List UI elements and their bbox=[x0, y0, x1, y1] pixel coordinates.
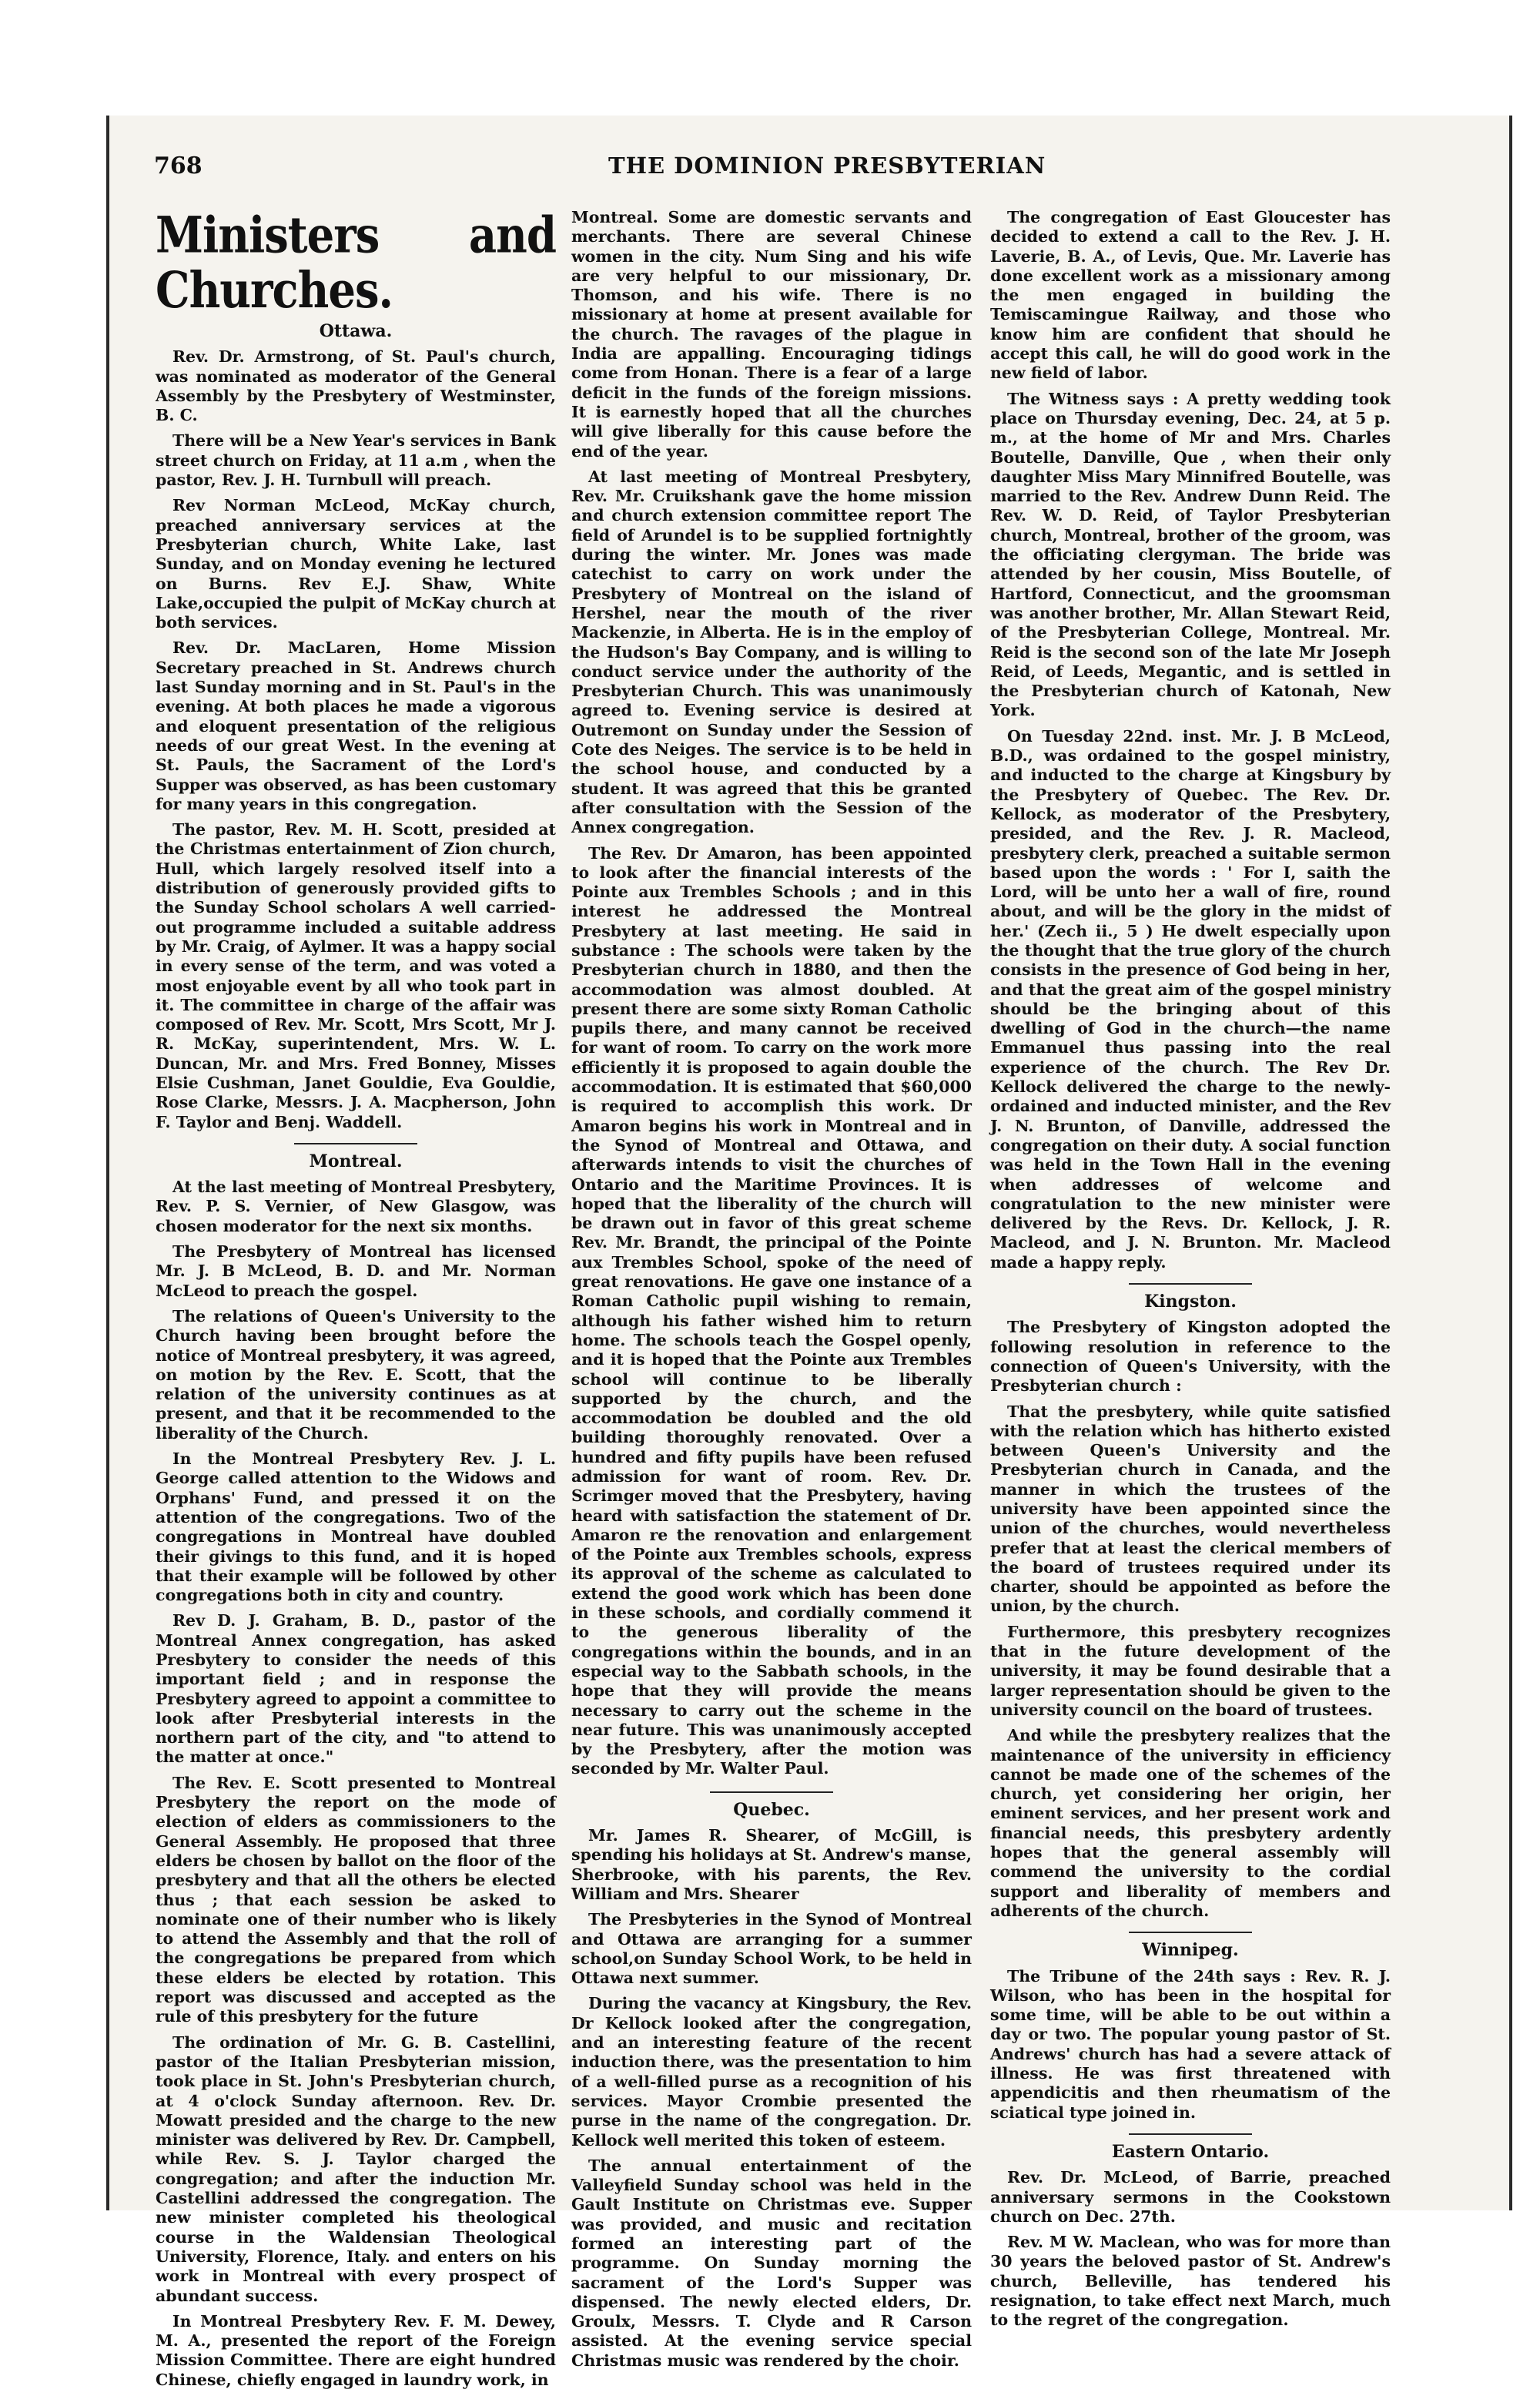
journal-title: THE DOMINION PRESBYTERIAN bbox=[608, 152, 1046, 179]
article-paragraph: Rev. M W. Maclean, who was for more than 30 years the beloved pastor of St. Andrew's church, Belleville, has tendered his resignation, to take effect next March, much to the regret of the congregation. bbox=[990, 2233, 1391, 2330]
article-paragraph: Rev Norman McLeod, McKay church, preached anniversary services at the Presbyterian church, White Lake, last Sunday, and on Monday evening he lectured on Burns. Rev E.J. Shaw, White Lake,occupied the pulpit of McKay church at both services. bbox=[156, 496, 556, 632]
section-heading-ottawa: Ottawa. bbox=[319, 321, 393, 341]
article-paragraph: The Presbytery of Kingston adopted the following resolution in reference to the connection of Queen's University, with the Presbyterian church : bbox=[990, 1318, 1391, 1396]
column-2 bbox=[571, 208, 972, 2377]
page-header bbox=[154, 146, 1386, 200]
section-divider bbox=[294, 1143, 417, 1144]
main-heading: Ministers and Churches. bbox=[156, 206, 556, 320]
article-paragraph: The relations of Queen's University to the Church having been brought before the notice of Montreal presbytery, it was agreed, on motion by the Rev. E. Scott, that the relation of the university continues as at present, and that it be recommended to the liberality of the Church. bbox=[156, 1306, 556, 1443]
article-paragraph: During the vacancy at Kingsbury, the Rev. Dr Kellock looked after the congregation, and an interesting feature of the recent induction there, was the presentation to him of a well-filled purse as a recognition of his services. Mayor Crombie presented the purse in the name of the congregation. Dr. Kellock well merited this token of esteem. bbox=[571, 1994, 972, 2150]
article-paragraph: The Rev. Dr Amaron, has been appointed to look after the financial interests of the Pointe aux Trembles Schools ; and in this interest he addressed the Montreal Presbytery at last meeting. He said in substance : The schools were taken by the Presbyterian church in 1880, and then the accommodation was almost doubled. At present there are some sixty Roman Catholic pupils there, and many cannot be received for want of room. To carry on the work more efficiently it is proposed to again double the accommodation. It is estimated that $60,000 is required to accomplish this work. Dr Amaron begins his work in Montreal and in the Synod of Montreal and Ottawa, and afterwards intends to visit the churches of Ontario and the Maritime Provinces. It is hoped that the liberality of the church will be drawn out in favor of this great scheme Rev. Mr. Brandt, the principal of the Pointe aux Trembles School, spoke of the need of great renovations. He gave one instance of a Roman Catholic pupil wishing to remain, although his father wished him to return home. The schools teach the Gospel openly, and it is hoped that the Pointe aux Trembles school will continue to be liberally supported by the church, and the accommodation be doubled and the old building thoroughly renovated. Over a hundred and fifty pupils have been refused admission for want of room. Rev. Dr. Scrimger moved that the Presbytery, having heard with satisfaction the statement of Dr. Amaron re the renovation and enlargement of the Pointe aux Trembles schools, express its approval of the scheme as calculated to extend the good work which has been done in these schools, and cordially commend it to the generous liberality of the congregations within the bounds, and in an especial way to the Sabbath schools, in the hope that they will provide the means necessary to carry out the scheme in the near future. This was unanimously accepted by the Presbytery, after the motion was seconded by Mr. Walter Paul. bbox=[571, 843, 972, 1778]
article-paragraph: The pastor, Rev. M. H. Scott, presided at the Christmas entertainment of Zion church, Hull, which largely resolved itself into a distribution of generously provided gifts to the Sunday School scholars A well carried-out programme included a suitable address by Mr. Craig, of Aylmer. It was a happy social in every sense of the term, and was voted a most enjoyable event by all who took part in it. The committee in charge of the affair was composed of Rev. Mr. Scott, Mrs Scott, Mr J. R. McKay, superintendent, Mrs. W. L. Duncan, Mr. and Mrs. Fred Bonney, Misses Elsie Cushman, Janet Gouldie, Eva Gouldie, Rose Clarke, Messrs. J. A. Macpherson, John F. Taylor and Benj. Waddell. bbox=[156, 820, 556, 1131]
section-heading-winnipeg: Winnipeg. bbox=[1142, 1940, 1239, 1961]
section-heading-kingston: Kingston. bbox=[1144, 1292, 1237, 1312]
article-paragraph: The Rev. E. Scott presented to Montreal Presbytery the report on the mode of election of elders as commissioners to the General Assembly. He proposed that three elders be chosen by ballot on the floor of the presbytery and that all the others be elected thus ; that each session be asked to nominate one of their number who is likely to attend the Assembly and that the roll of the congregations be prepared from which these elders be elected by rotation. This report was discussed and accepted as the rule of this presbytery for the future bbox=[156, 1773, 556, 2026]
article-paragraph: Rev. Dr. Armstrong, of St. Paul's church, was nominated as moderator of the General Assembly by the Presbytery of Westminster, B. C. bbox=[156, 347, 556, 425]
article-paragraph: The Witness says : A pretty wedding took place on Thursday evening, Dec. 24, at 5 p. m., at the home of Mr and Mrs. Charles Boutelle, Danville, Que , when their only daughter Miss Mary Minnifred Boutelle, was married to the Rev. Andrew Dunn Reid. The Rev. W. D. Reid, of Taylor Presbyterian church, Montreal, brother of the groom, was the officiating clergyman. The bride was attended by her cousin, Miss Boutelle, of Hartford, Connecticut, and the groomsman was another brother, Mr. Allan Stewart Reid, of the Presbyterian College, Montreal. Mr. Reid is the second son of the late Mr Joseph Reid, of Leeds, Megantic, and is settled in the Presbyterian church of Katonah, New York. bbox=[990, 389, 1391, 720]
article-paragraph: Rev. Dr. McLeod, of Barrie, preached anniversary sermons in the Cookstown church on Dec. 27th. bbox=[990, 2168, 1391, 2226]
article-paragraph: In the Montreal Presbytery Rev. J. L. George called attention to the Widows and Orphans' Fund, and pressed it on the attention of the congregations. Two of the congregations in Montreal have doubled their givings to this fund, and it is hoped that their example will be followed by other congregations both in city and country. bbox=[156, 1449, 556, 1605]
article-paragraph: Rev. Dr. MacLaren, Home Mission Secretary preached in St. Andrews church last Sunday morning and in St. Paul's in the evening. At both places he made a vigorous and eloquent presentation of the religious needs of our great West. In the evening at St. Pauls, the Sacrament of the Lord's Supper was observed, as has been customary for many years in this congregation. bbox=[156, 638, 556, 813]
article-paragraph: On Tuesday 22nd. inst. Mr. J. B McLeod, B.D., was ordained to the gospel ministry, and inducted to the charge at Kingsbury by the Presbytery of Quebec. The Rev. Dr. Kellock, as moderator of the Presbytery, presided, and the Rev. J. R. Macleod, presbytery clerk, preached a suitable sermon based upon the words : ' For I, saith the Lord, will be unto her a wall of fire, round about, and will be the glory in the midst of her.' (Zech ii., 5 ) He dwelt especially upon the thought that the true glory of the church consists in the presence of God being in her, and that the great aim of the gospel ministry should be the bringing about of this dwelling of God in the church—the name Emmanuel thus passing into the real experience of the church. The Rev Dr. Kellock delivered the charge to the newly-ordained and inducted minister, and the Rev J. N. Brunton, of Danville, addressed the congregation on their duty. A social function was held in the Town Hall in the evening when addresses of welcome and congratulation to the new minister were delivered by the Revs. Dr. Kellock, J. R. Macleod, and J. N. Brunton. Mr. Macleod made a happy reply. bbox=[990, 726, 1391, 1272]
article-paragraph: The Presbyteries in the Synod of Montreal and Ottawa are arranging for a summer school,on Sunday School Work, to be held in Ottawa next summer. bbox=[571, 1910, 972, 1988]
article-paragraph: The congregation of East Gloucester has decided to extend a call to the Rev. J. H. Laverie, B. A., of Levis, Que. Mr. Laverie has done excellent work as a missionary among the men engaged in building the Temiscamingue Railway, and those who know him are confident that should he accept this call, he will do good work in the new field of labor. bbox=[990, 208, 1391, 383]
article-paragraph: There will be a New Year's services in Bank street church on Friday, at 11 a.m , when the pastor, Rev. J. H. Turnbull will preach. bbox=[156, 431, 556, 490]
section-divider bbox=[1129, 2133, 1252, 2135]
article-paragraph: At the last meeting of Montreal Presbytery, Rev. P. S. Vernier, of New Glasgow, was chosen moderator for the next six months. bbox=[156, 1178, 556, 1235]
section-heading-montreal: Montreal. bbox=[309, 1151, 403, 1171]
page-number: 768 bbox=[154, 152, 203, 179]
article-paragraph: Rev D. J. Graham, B. D., pastor of the Montreal Annex congregation, has asked Presbytery to consider the needs of this important field ; and in response the Presbytery agreed to appoint a committee to look after Presbyterial interests in the northern part of the city, and "to attend to the matter at once." bbox=[156, 1611, 556, 1767]
article-paragraph: The annual entertainment of the Valleyfield Sunday school was held in the Gault Institute on Christmas eve. Supper was provided, and music and recitation formed an interesting part of the programme. On Sunday morning the sacrament of the Lord's Supper was dispensed. The newly elected elders, Dr. Groulx, Messrs. T. Clyde and R Carson assisted. At the evening service special Christmas music was rendered by the choir. bbox=[571, 2156, 972, 2370]
article-paragraph: That the presbytery, while quite satisfied with the relation which has hitherto existed between Queen's University and the Presbyterian church in Canada, and the manner in which the trustees of the university have been appointed since the union of the churches, would nevertheless prefer that at least the clerical members of the board of trustees required under its charter, should be appointed as before the union, by the church. bbox=[990, 1402, 1391, 1616]
column-1 bbox=[156, 208, 556, 2396]
article-paragraph: Furthermore, this presbytery recognizes that in the future development of the university, it may be found desirable that a larger representation should be given to the university council on the board of trustees. bbox=[990, 1622, 1391, 1719]
section-heading-quebec: Quebec. bbox=[733, 1799, 810, 1820]
article-paragraph: The Tribune of the 24th says : Rev. R. J. Wilson, who has been in the hospital for some time, will be able to be out within a day or two. The popular young pastor of St. Andrews' church has had a severe attack of illness. He was first threatened with appendicitis and then rheumatism of the sciatical type joined in. bbox=[990, 1966, 1391, 2122]
column-3 bbox=[990, 208, 1391, 2337]
article-paragraph: And while the presbytery realizes that the maintenance of the university in efficiency cannot be made one of the schemes of the church, yet considering her origin, her eminent services, and her present work and financial needs, this presbytery ardently hopes that the general assembly will commend the university to the cordial support and liberality of members and adherents of the church. bbox=[990, 1726, 1391, 1920]
article-paragraph: Mr. James R. Shearer, of McGill, is spending his holidays at St. Andrew's manse, Sherbrooke, with his parents, the Rev. William and Mrs. Shearer bbox=[571, 1826, 972, 1903]
section-heading-eastern-ontario: Eastern Ontario. bbox=[1111, 2141, 1270, 2162]
article-paragraph: The ordination of Mr. G. B. Castellini, pastor of the Italian Presbyterian mission, took place in St. John's Presbyterian church, at 4 o'clock Sunday afternoon. Rev. Dr. Mowatt presided and the charge to the new minister was delivered by Rev. Dr. Campbell, while Rev. S. J. Taylor charged the congregation; and after the induction Mr. Castellini addressed the congregation. The new minister completed his theological course in the Waldensian Theological University, Florence, Italy. and enters on his work in Montreal with every prospect of abundant success. bbox=[156, 2032, 556, 2305]
article-paragraph: Montreal. Some are domestic servants and merchants. There are several Chinese women in the city. Num Sing and his wife are very helpful to our missionary, Dr. Thomson, and his wife. There is no missionary at home at present available for the church. The ravages of the plague in India are appalling. Encouraging tidings come from Honan. There is a fear of a large deficit in the funds of the foreign missions. It is earnestly hoped that all the churches will give liberally for this cause before the end of the year. bbox=[571, 208, 972, 461]
section-divider bbox=[710, 1791, 833, 1793]
article-paragraph: The Presbytery of Montreal has licensed Mr. J. B McLeod, B. D. and Mr. Norman McLeod to preach the gospel. bbox=[156, 1242, 556, 1300]
article-paragraph: At last meeting of Montreal Presbytery, Rev. Mr. Cruikshank gave the home mission and church extension committee report The field of Arundel is to be supplied fortnightly during the winter. Mr. Jones was made catechist to carry on work under the Presbytery of Montreal on the island of Hershel, near the mouth of the river Mackenzie, in Alberta. He is in the employ of the Hudson's Bay Company, and is willing to conduct service under the authority of the Presbyterian Church. This was unanimously agreed to. Evening service is desired at Outremont on Sunday under the Session of Cote des Neiges. The service is to be held in the school house, and conducted by a student. It was agreed that this be granted after consultation with the Session of the Annex congregation. bbox=[571, 467, 972, 837]
section-divider bbox=[1129, 1283, 1252, 1285]
article-paragraph: In Montreal Presbytery Rev. F. M. Dewey, M. A., presented the report of the Foreign Mission Committee. There are eight hundred Chinese, chiefly engaged in laundry work, in bbox=[156, 2311, 556, 2389]
section-divider bbox=[1129, 1932, 1252, 1933]
